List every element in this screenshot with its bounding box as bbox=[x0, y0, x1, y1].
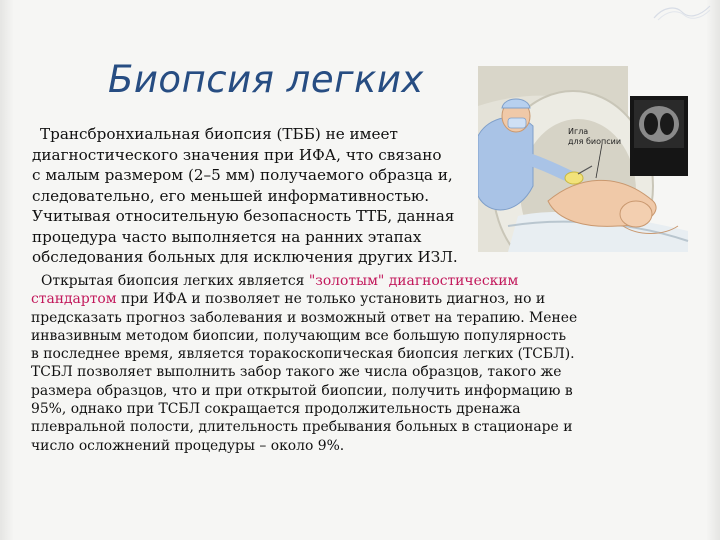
text-line: в последнее время, является торакоскопическая биопсия легких (ТСБЛ). bbox=[31, 346, 575, 363]
left-edge-shadow bbox=[0, 0, 14, 540]
highlight-text: стандартом bbox=[31, 291, 117, 308]
text-line bbox=[31, 272, 659, 290]
text-segment: Открытая биопсия легких является bbox=[41, 273, 309, 289]
text-segment: при ИФА и позволяет не только установить диагноз, но и bbox=[116, 291, 546, 308]
text-line bbox=[31, 290, 659, 308]
text-line: размера образцов, что и при открытой биопсии, получить информацию в bbox=[31, 382, 573, 399]
text-line: 95%, однако при ТСБЛ сокращается продолжительность дренажа bbox=[31, 401, 521, 418]
paragraph-open-biopsy bbox=[31, 272, 659, 455]
slide-title: Биопсия легких bbox=[108, 58, 424, 101]
corner-ornament bbox=[652, 2, 712, 22]
text-line: предсказать прогноз заболевания и возможный ответ на терапию. Менее bbox=[31, 309, 578, 326]
text-line: процедура часто выполняется на ранних этапах bbox=[32, 227, 422, 246]
text-line: с малым размером (2–5 мм) получаемого образца и, bbox=[32, 166, 453, 184]
text-line: диагностического значения при ИФА, что связано bbox=[32, 145, 442, 164]
text-line: инвазивным методом биопсии, получающим все большую популярность bbox=[31, 327, 567, 344]
text-line: Трансбронхиальная биопсия (ТББ) не имеет bbox=[40, 125, 398, 143]
text-line: следовательно, его меньшей информативностью. bbox=[32, 186, 430, 205]
needle-label-line1: Игла bbox=[568, 127, 589, 136]
text-line: обследования больных для исключения других ИЗЛ. bbox=[32, 248, 458, 266]
right-edge-shadow bbox=[706, 0, 720, 540]
text-line: Учитывая относительную безопасность ТТБ, данная bbox=[32, 207, 455, 225]
paragraph-tbb bbox=[32, 124, 470, 268]
highlight-text: "золотым" диагностическим bbox=[308, 273, 519, 289]
text-line: плевральной полости, длительность пребывания больных в стационаре и bbox=[31, 419, 573, 436]
text-line: ТСБЛ позволяет выполнить забор такого же числа образцов, такого же bbox=[31, 364, 562, 381]
biopsy-illustration bbox=[478, 66, 694, 252]
needle-label-line2: для биопсии bbox=[568, 137, 622, 146]
text-line: число осложнений процедуры – около 9%. bbox=[31, 437, 345, 454]
